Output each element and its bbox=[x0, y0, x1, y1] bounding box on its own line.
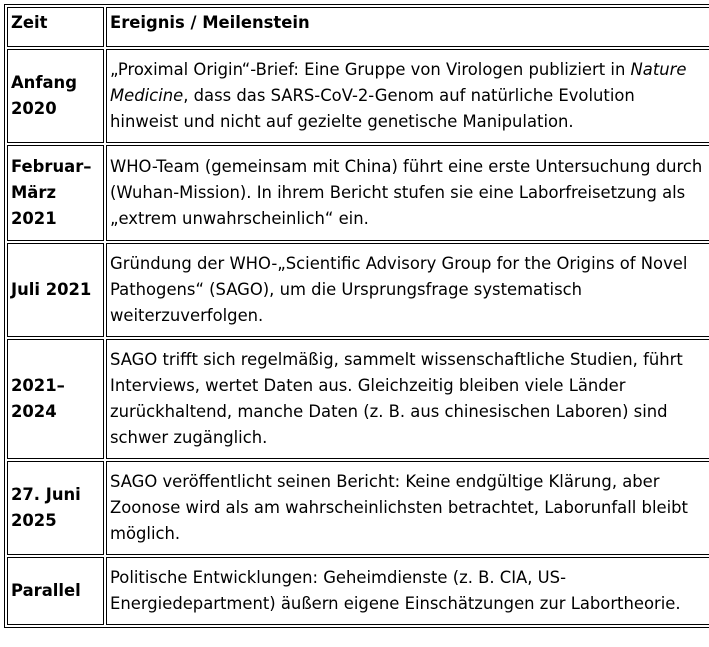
row-time-cell: Anfang 2020 bbox=[7, 49, 104, 143]
row-time-cell: Juli 2021 bbox=[7, 243, 104, 337]
row-time-cell: 27. Juni 2025 bbox=[7, 461, 104, 555]
event-text: „Proximal Origin“-Brief: Eine Gruppe von Virologen publiziert in bbox=[110, 60, 631, 79]
row-time-cell: 2021–2024 bbox=[7, 339, 104, 459]
row-event-cell: SAGO trifft sich regelmäßig, sammelt wissenschaftliche Studien, führt Interviews, wertet Daten aus. Gleichzeitig bleiben viele Länder zurückhaltend, manche Daten (z. B. aus chinesischen Laboren) sind schwer zugänglich. bbox=[106, 339, 709, 459]
table-row bbox=[7, 49, 709, 143]
row-event-cell: Gründung der WHO-„Scientific Advisory Group for the Origins of Novel Pathogens“ (SAGO), um die Ursprungsfrage systematisch weiterzuverfolgen. bbox=[106, 243, 709, 337]
table-header-row bbox=[7, 7, 709, 47]
timeline-table bbox=[4, 4, 709, 628]
table-row bbox=[7, 145, 709, 241]
row-event-cell bbox=[106, 49, 709, 143]
table-row bbox=[7, 339, 709, 459]
row-event-cell: WHO-Team (gemeinsam mit China) führt eine erste Untersuchung durch (Wuhan-Mission). In ihrem Bericht stufen sie eine Laborfreisetzung als „extrem unwahrscheinlich“ ein. bbox=[106, 145, 709, 241]
column-header-event: Ereignis / Meilenstein bbox=[106, 7, 709, 47]
event-text: , dass das SARS-CoV-2-Genom auf natürliche Evolution hinweist und nicht auf gezielte genetische Manipulation. bbox=[110, 86, 635, 131]
row-event-cell: Politische Entwicklungen: Geheimdienste (z. B. CIA, US-Energiedepartment) äußern eigene Einschätzungen zur Labortheorie. bbox=[106, 557, 709, 625]
column-header-zeit: Zeit bbox=[7, 7, 104, 47]
row-time-cell: Parallel bbox=[7, 557, 104, 625]
table-row bbox=[7, 243, 709, 337]
row-event-cell: SAGO veröffentlicht seinen Bericht: Keine endgültige Klärung, aber Zoonose wird als am wahrscheinlichsten betrachtet, Laborunfall bleibt möglich. bbox=[106, 461, 709, 555]
row-time-cell: Februar–März 2021 bbox=[7, 145, 104, 241]
table-row bbox=[7, 461, 709, 555]
table-row bbox=[7, 557, 709, 625]
event-journal-name: Nature Medicine bbox=[110, 60, 687, 105]
